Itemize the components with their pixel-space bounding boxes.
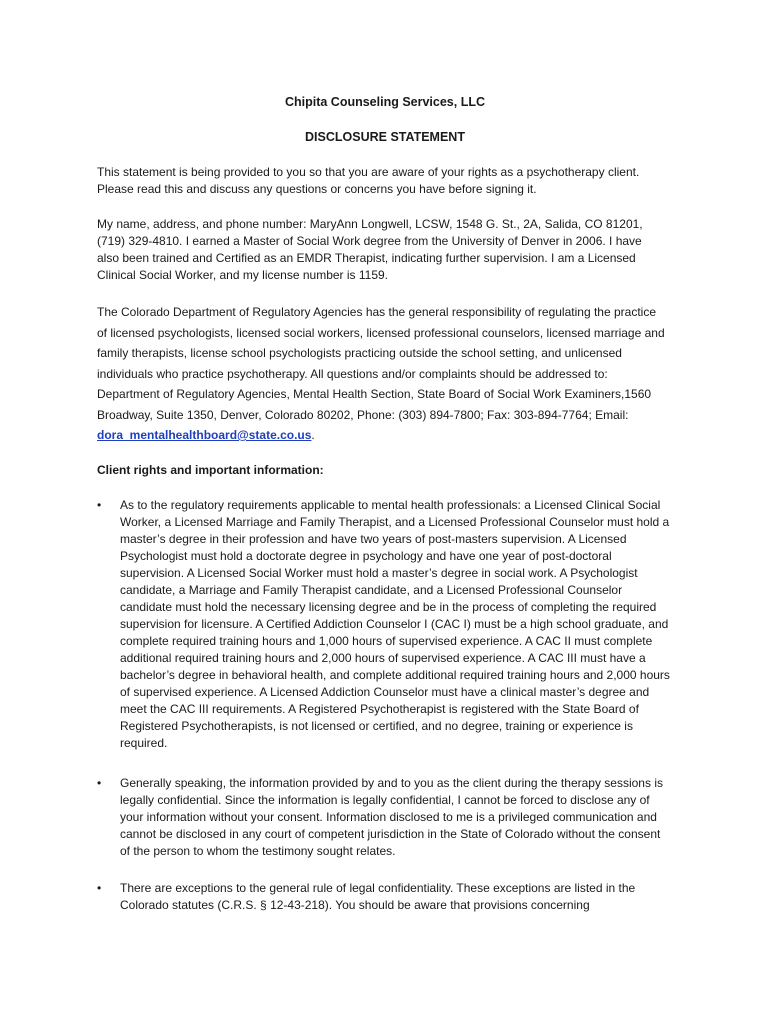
dora-email-link[interactable]: dora_mentalhealthboard@state.co.us [97,428,312,442]
list-item-text: As to the regulatory requirements applicable to mental health professionals: a Licensed Clinical Social Worker, a Licensed Marriage and Family Therapist, and a Licensed Professional Counselor must hold a master’s degree in their profession and have two years of post-masters supervision. A Licensed Psychologist must hold a doctorate degree in psychology and have one year of post-doctoral supervision. A Licensed Social Worker must hold a master’s degree in social work. A Psychologist candidate, a Marriage and Family Therapist candidate, and a Licensed Professional Counselor candidate must hold the necessary licensing degree and be in the process of completing the required supervision for licensure. A Certified Addiction Counselor I (CAC I) must be a high school graduate, and complete required training hours and 1,000 hours of supervised experience. A CAC II must complete additional required training hours and 2,000 hours of supervised experience. A CAC III must have a bachelor’s degree in behavioral health, and complete additional required training hours and 2,000 hours of supervised experience. A Licensed Addiction Counselor must have a clinical master’s degree and meet the CAC III requirements. A Registered Psychotherapist is registered with the State Board of Registered Psychotherapists, is not licensed or certified, and no degree, training or experience is required. [120,498,670,750]
document-title: DISCLOSURE STATEMENT [305,130,465,144]
regulatory-text: The Colorado Department of Regulatory Agencies has the general responsibility of regulating the practice of licensed psychologists, licensed social workers, licensed professional counselors, licensed marriage and family therapists, license school psychologists practicing outside the school setting, and unlicensed individuals who practice psychotherapy. All questions and/or complaints should be addressed to: Department of Regulatory Agencies, Mental Health Section, State Board of Social Work Examiners,1560 Broadway, Suite 1350, Denver, Colorado 80202, Phone: (303) 894-7800; Fax: 303-894-7764; Email: [97,305,665,422]
bullet-icon: • [97,881,102,895]
regulatory-paragraph [97,302,667,446]
contact-paragraph: My name, address, and phone number: MaryAnn Longwell, LCSW, 1548 G. St., 2A, Salida, CO 81201, (719) 329-4810. I earned a Master of Social Work degree from the University of Denver in 2006. I have also been trained and Certified as an EMDR Therapist, indicating further supervision. I am a Licensed Clinical Social Worker, and my license number is 1159. [97,217,643,282]
intro-paragraph: This statement is being provided to you so that you are aware of your rights as a psychotherapy client. Please read this and discuss any questions or concerns you have before signing it. [97,165,640,196]
list-item-text: Generally speaking, the information provided by and to you as the client during the therapy sessions is legally confidential. Since the information is legally confidential, I cannot be forced to disclose any of your information without your consent. Information disclosed to me is a privileged communication and cannot be disclosed in any court of competent jurisdiction in the State of Colorado without the consent of the person to whom the testimony sought relates. [120,776,663,858]
regulatory-end: . [311,428,315,442]
client-rights-heading: Client rights and important information: [97,463,324,477]
bullet-icon: • [97,498,102,512]
list-item-text: There are exceptions to the general rule of legal confidentiality. These exceptions are listed in the Colorado statutes (C.R.S. § 12-43-218). You should be aware that provisions concerning [120,881,636,912]
bullet-icon: • [97,776,102,790]
organization-title: Chipita Counseling Services, LLC [284,95,486,109]
